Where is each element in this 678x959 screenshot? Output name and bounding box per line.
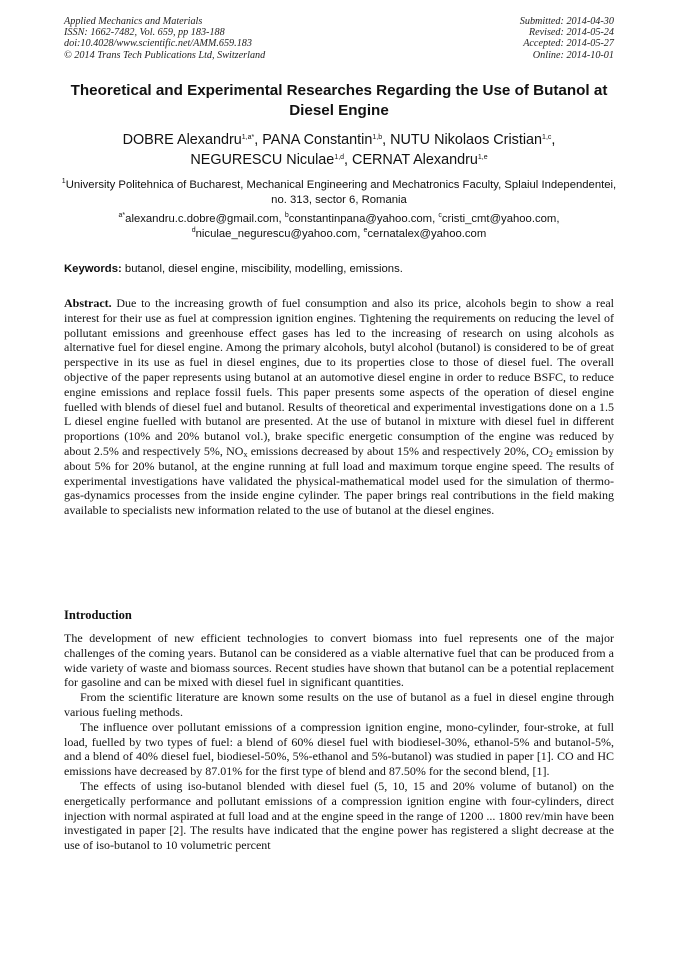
journal-doi: doi:10.4028/www.scientific.net/AMM.659.183	[64, 38, 252, 50]
paper-title: Theoretical and Experimental Researches Regarding the Use of Butanol at Diesel Engine	[70, 82, 608, 119]
email-sup: b	[284, 212, 289, 219]
abstract-text-2: emissions decreased by about 15% and respectively 20%, CO	[247, 443, 549, 458]
journal-issn: ISSN: 1662-7482, Vol. 659, pp 183-188	[64, 27, 225, 39]
email-sup: c	[438, 212, 442, 219]
abstract-text-3: emission by about 5% for 20% butanol, at the engine running at full load and maximum torque engine speed. The results of experimental investigations have validated the physical-mathematical model used for the simulation of thermo-gas-dynamics processes from the inside engine cylinder. The paper brings real contributions in the field making available to specialists new information related to the use of butanol at the diesel engines.	[64, 443, 614, 518]
author-sep: ,	[344, 152, 353, 168]
author-sep: ,	[254, 132, 263, 148]
email-sep: ,	[278, 213, 285, 225]
author-sep: ,	[551, 132, 556, 148]
email-sup: e	[363, 226, 368, 234]
abstract-label: Abstract.	[64, 296, 112, 310]
author-sup: 1,d	[334, 154, 345, 161]
keywords-text: butanol, diesel engine, miscibility, modelling, emissions.	[124, 263, 403, 275]
section-heading-introduction: Introduction	[64, 608, 132, 622]
author-sup: 1,c	[542, 134, 552, 141]
author-sup: 1,a*	[241, 134, 255, 141]
author-sep: ,	[382, 132, 391, 148]
author-name: CERNAT Alexandru	[352, 152, 478, 168]
date-revised: Revised: 2014-05-24	[528, 27, 614, 39]
email-address: cristi_cmt@yahoo.com	[441, 213, 557, 225]
date-accepted: Accepted: 2014-05-27	[523, 38, 614, 50]
email-sep: ,	[556, 213, 560, 225]
abstract-sub-x: x	[243, 449, 248, 459]
email-address: niculae_negurescu@yahoo.com	[195, 227, 358, 240]
affiliation	[56, 178, 622, 207]
email-sup: a*	[118, 212, 126, 219]
affiliation-text: University Politehnica of Bucharest, Mechanical Engineering and Mechatronics Faculty, Splaiul Independentei, no. 313, sector 6, Romania	[65, 179, 617, 206]
paragraph: The effects of using iso-butanol blended with diesel fuel (5, 10, 15 and 20% volume of butanol) on the energetically performance and pollutant emissions of a compression ignition engine with four-cylinders, direct injection with normal aspirated at full load and at the engine speed in the range of 1200 ... 1800 rev/min have been investigated in paper [2]. The results have indicated that the engine power has registered a slight decrease at the use of iso-butanol to 10 volumetric percent	[64, 778, 614, 853]
submission-dates	[520, 16, 614, 61]
affiliation-sup: 1	[61, 178, 66, 185]
abstract	[64, 296, 614, 518]
journal-name: Applied Mechanics and Materials	[64, 16, 203, 27]
paragraph: The influence over pollutant emissions of a compression ignition engine, mono-cylinder, four-stroke, at full load, fuelled by two types of fuel: a blend of 60% diesel fuel with biodiesel-30%, ethanol-5% and butanol-5%, and a blend of 40% diesel fuel, biodiesel-50%, 5%-ethanol and 5%-butanol) was studied in paper [1]. CO and HC emissions have decreased by 87.01% for the first type of blend and 87.50% for the second blend, [1].	[64, 719, 614, 779]
date-submitted: Submitted: 2014-04-30	[519, 16, 614, 27]
author-name: PANA Constantin	[262, 132, 373, 148]
email-sup: d	[191, 226, 196, 234]
keywords-label: Keywords:	[64, 263, 122, 275]
journal-info	[64, 16, 265, 61]
author-name: NUTU Nikolaos Cristian	[390, 132, 543, 148]
email-sep: ,	[432, 213, 439, 225]
paragraph: The development of new efficient technologies to convert biomass into fuel represents one of the major challenges of the coming years. Butanol can be considered as a viable alternative fuel that can be produced from a wide variety of waste and biomass sources. Recent studies have shown that butanol can be a potential replacement for gasoline and can be mixed with diesel fuel in significant quantities.	[64, 631, 614, 690]
email-sep: ,	[357, 227, 364, 240]
abstract-sub-2: 2	[548, 449, 553, 459]
keywords	[64, 262, 614, 276]
email-address: alexandru.c.dobre@gmail.com	[125, 213, 279, 225]
introduction-body	[64, 631, 614, 853]
author-list	[56, 130, 622, 170]
date-online: Online: 2014-10-01	[532, 49, 614, 61]
author-sup: 1,b	[372, 134, 383, 141]
author-sup: 1,e	[477, 154, 488, 161]
email-address: cernatalex@yahoo.com	[367, 227, 487, 240]
author-name: DOBRE Alexandru	[122, 132, 242, 148]
email-list	[56, 212, 622, 241]
author-name: NEGURESCU Niculae	[190, 152, 335, 168]
paragraph: From the scientific literature are known some results on the use of butanol as a fuel in diesel engine through various fueling methods.	[64, 690, 614, 719]
journal-copyright: © 2014 Trans Tech Publications Ltd, Switzerland	[64, 49, 266, 61]
email-address: constantinpana@yahoo.com	[288, 213, 433, 225]
abstract-text-1: Due to the increasing growth of fuel consumption and also its price, alcohols begin to show a real interest for their use as fuel at compression ignition engines. Tightening the requirements on reducing the level of pollutant emissions and greenhouse effect gases has led to the increasing of research on using alcohols as alternative fuel for diesel engine. Among the primary alcohols, butyl alcohol (butanol) is considered to be of great perspective in its use as fuel in diesel engines, due to its properties close to those of diesel fuel. The overall objective of the paper represents using butanol at an automotive diesel engine in order to reduce BSFC, to reduce engine emissions and replace fossil fuels. This paper presents some aspects of the operation of diesel engine fuelled with blends of diesel fuel and butanol. Results of theoretical and experimental investigations done on a 1.5 L diesel engine fuelled with butanol are presented. At the use of butanol in mixture with diesel fuel in different proportions (10% and 20% butanol vol.), brake specific energetic consumption of the engine was reduced by about 2.5% and respectively 5%, NO	[64, 296, 614, 458]
